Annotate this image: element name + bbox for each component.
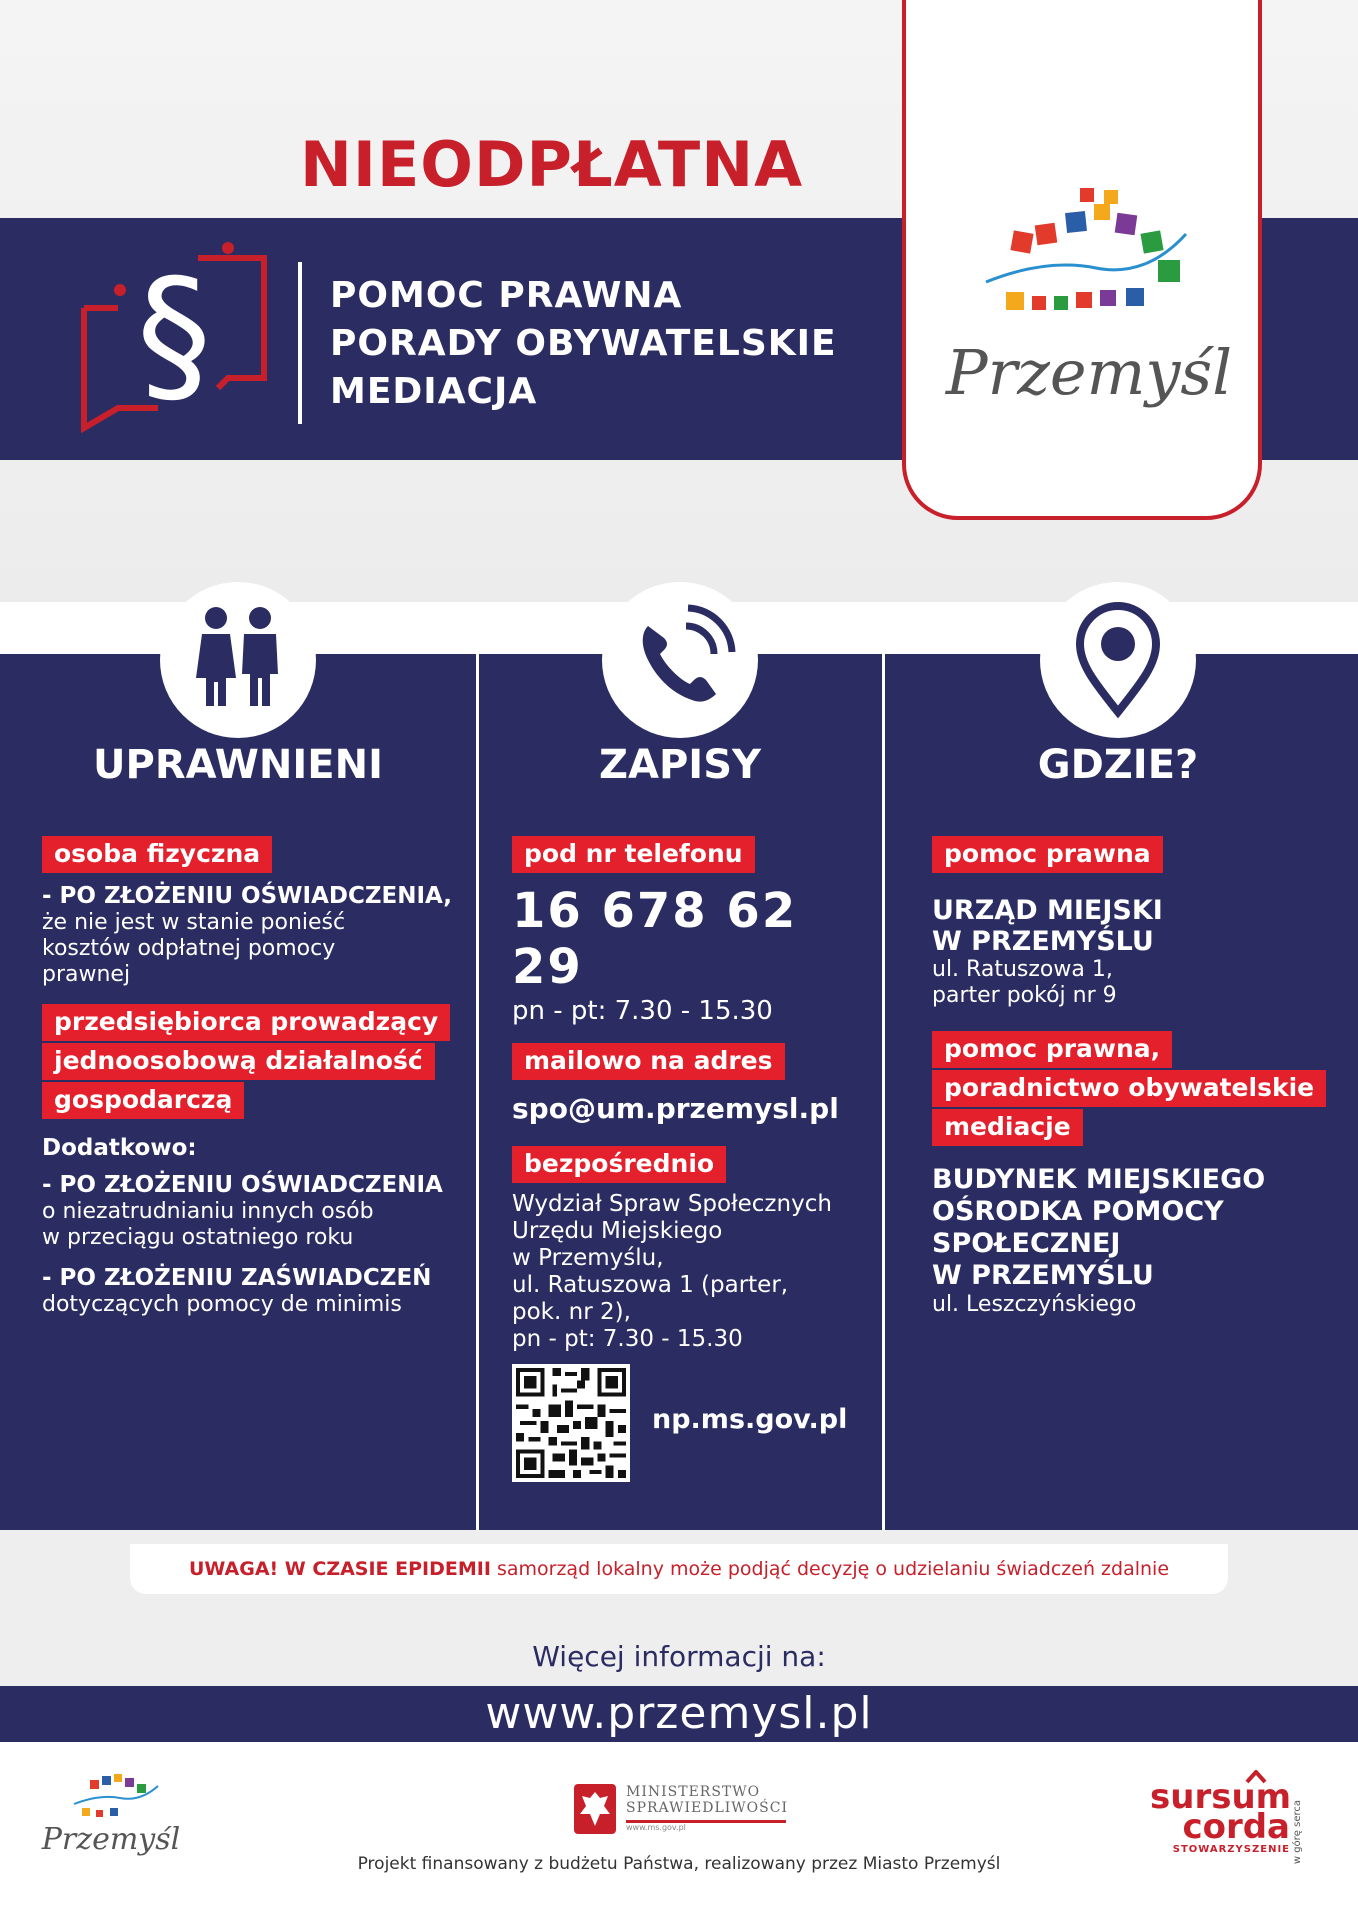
sursum-arrow-icon (1245, 1770, 1267, 1784)
tag-przedsiebiorca: jednoosobową działalność (42, 1043, 435, 1080)
notice-bold: UWAGA! W CZASIE EPIDEMII (188, 1558, 491, 1580)
condition-heading: - PO ZŁOŻENIU OŚWIADCZENIA (42, 1172, 443, 1198)
funding-note: Projekt finansowany z budżetu Państwa, realizowany przez Miasto Przemyśl (357, 1854, 1001, 1874)
sursum-subtitle: STOWARZYSZENIE (1172, 1844, 1290, 1855)
location-icon-circle (1040, 582, 1196, 738)
location-pin-icon (1040, 582, 1196, 738)
address-line: Wydział Spraw Społecznych (512, 1191, 832, 1217)
place-name: SPOŁECZNEJ (932, 1228, 1121, 1259)
condition-text: kosztów odpłatnej pomocy (42, 936, 336, 961)
website-link[interactable]: www.przemysl.pl (0, 1686, 1358, 1742)
service-line: PORADY OBYWATELSKIE (330, 323, 837, 364)
place-address: ul. Leszczyńskiego (932, 1292, 1137, 1317)
phone-icon-circle (602, 582, 758, 738)
phone-number[interactable]: 16 678 62 29 (512, 883, 798, 995)
column-title-uprawnieni: UPRAWNIENI (93, 742, 383, 788)
svg-text:§: § (136, 248, 212, 422)
tag-phone: pod nr telefonu (512, 836, 755, 873)
qr-code-icon[interactable] (512, 1364, 630, 1482)
address-line: pn - pt: 7.30 - 15.30 (512, 1326, 743, 1352)
eagle-emblem-icon (574, 1784, 616, 1834)
service-list (330, 272, 837, 416)
tag-email: mailowo na adres (512, 1043, 785, 1080)
condition-text: w przeciągu ostatniego roku (42, 1225, 354, 1250)
przemysl-footer-logo-text: Przemyśl (41, 1822, 181, 1857)
address-line: Urzędu Miejskiego (512, 1218, 723, 1244)
ministry-line: MINISTERSTWO (626, 1784, 761, 1800)
tag-osoba-fizyczna: osoba fizyczna (42, 836, 272, 873)
page-title: NIEODPŁATNA (300, 128, 804, 201)
paragraph-icon (78, 238, 278, 438)
tag-direct: bezpośrednio (512, 1146, 726, 1183)
tag-services: pomoc prawna, (932, 1031, 1172, 1068)
tag-pomoc-prawna: pomoc prawna (932, 836, 1163, 873)
band-divider (298, 262, 302, 424)
place-name: URZĄD MIEJSKI (932, 895, 1163, 926)
additional-label: Dodatkowo: (42, 1135, 197, 1161)
column-zapisy (512, 836, 872, 1353)
ministry-url: www.ms.gov.pl (626, 1823, 686, 1832)
phone-hours: pn - pt: 7.30 - 15.30 (512, 996, 773, 1026)
przemysl-footer-logo-mark (70, 1770, 160, 1820)
condition-heading: - PO ZŁOŻENIU OŚWIADCZENIA, (42, 883, 453, 909)
column-divider (882, 654, 885, 1530)
corda-word: corda (1182, 1807, 1290, 1847)
people-icon-circle (160, 582, 316, 738)
ministry-line: SPRAWIEDLIWOŚCI (626, 1800, 788, 1816)
tag-przedsiebiorca: przedsiębiorca prowadzący (42, 1004, 450, 1041)
condition-heading: - PO ZŁOŻENIU ZAŚWIADCZEŃ (42, 1265, 432, 1291)
condition-text: dotyczących pomocy de minimis (42, 1292, 402, 1317)
phone-icon (602, 582, 758, 738)
address-line: pok. nr 2), (512, 1299, 631, 1325)
przemysl-logo-mark (976, 184, 1196, 324)
email-link[interactable]: spo@um.przemysl.pl (512, 1092, 839, 1125)
column-gdzie (932, 836, 1332, 1318)
tag-services: mediacje (932, 1109, 1083, 1146)
address-line: w Przemyślu, (512, 1245, 664, 1271)
more-info-label: Więcej informacji na: (532, 1640, 826, 1673)
address-line: ul. Ratuszowa 1 (parter, (512, 1272, 789, 1298)
place-name: W PRZEMYŚLU (932, 926, 1154, 957)
people-icon (160, 582, 316, 738)
column-divider (476, 654, 479, 1530)
przemysl-logo-text: Przemyśl (945, 336, 1233, 409)
condition-text: prawnej (42, 962, 131, 987)
place-name: W PRZEMYŚLU (932, 1260, 1154, 1291)
column-uprawnieni (42, 836, 462, 1318)
sursum-word: sursum (1150, 1777, 1292, 1817)
place-address: parter pokój nr 9 (932, 983, 1117, 1008)
service-line: POMOC PRAWNA (330, 275, 683, 316)
place-name: BUDYNEK MIEJSKIEGO (932, 1164, 1266, 1195)
ministry-name (626, 1784, 788, 1816)
sursum-corda-logo (1150, 1777, 1292, 1847)
column-title-gdzie: GDZIE? (1037, 742, 1199, 788)
sursum-side-text: w górę serca (1292, 1800, 1303, 1865)
ministry-underline (626, 1820, 786, 1823)
place-address: ul. Ratuszowa 1, (932, 957, 1113, 982)
qr-url-link[interactable]: np.ms.gov.pl (652, 1404, 848, 1435)
przemysl-logo-card (902, 0, 1262, 520)
tag-przedsiebiorca: gospodarczą (42, 1082, 244, 1119)
place-name: OŚRODKA POMOCY (932, 1196, 1224, 1227)
condition-text: o niezatrudnianiu innych osób (42, 1199, 374, 1224)
column-title-zapisy: ZAPISY (599, 742, 761, 788)
condition-text: że nie jest w stanie ponieść (42, 910, 346, 935)
tag-services: poradnictwo obywatelskie (932, 1070, 1326, 1107)
service-line: MEDIACJA (330, 371, 538, 412)
notice-text: samorząd lokalny może podjąć decyzję o udzielaniu świadczeń zdalnie (490, 1558, 1170, 1580)
epidemic-notice (130, 1544, 1228, 1594)
